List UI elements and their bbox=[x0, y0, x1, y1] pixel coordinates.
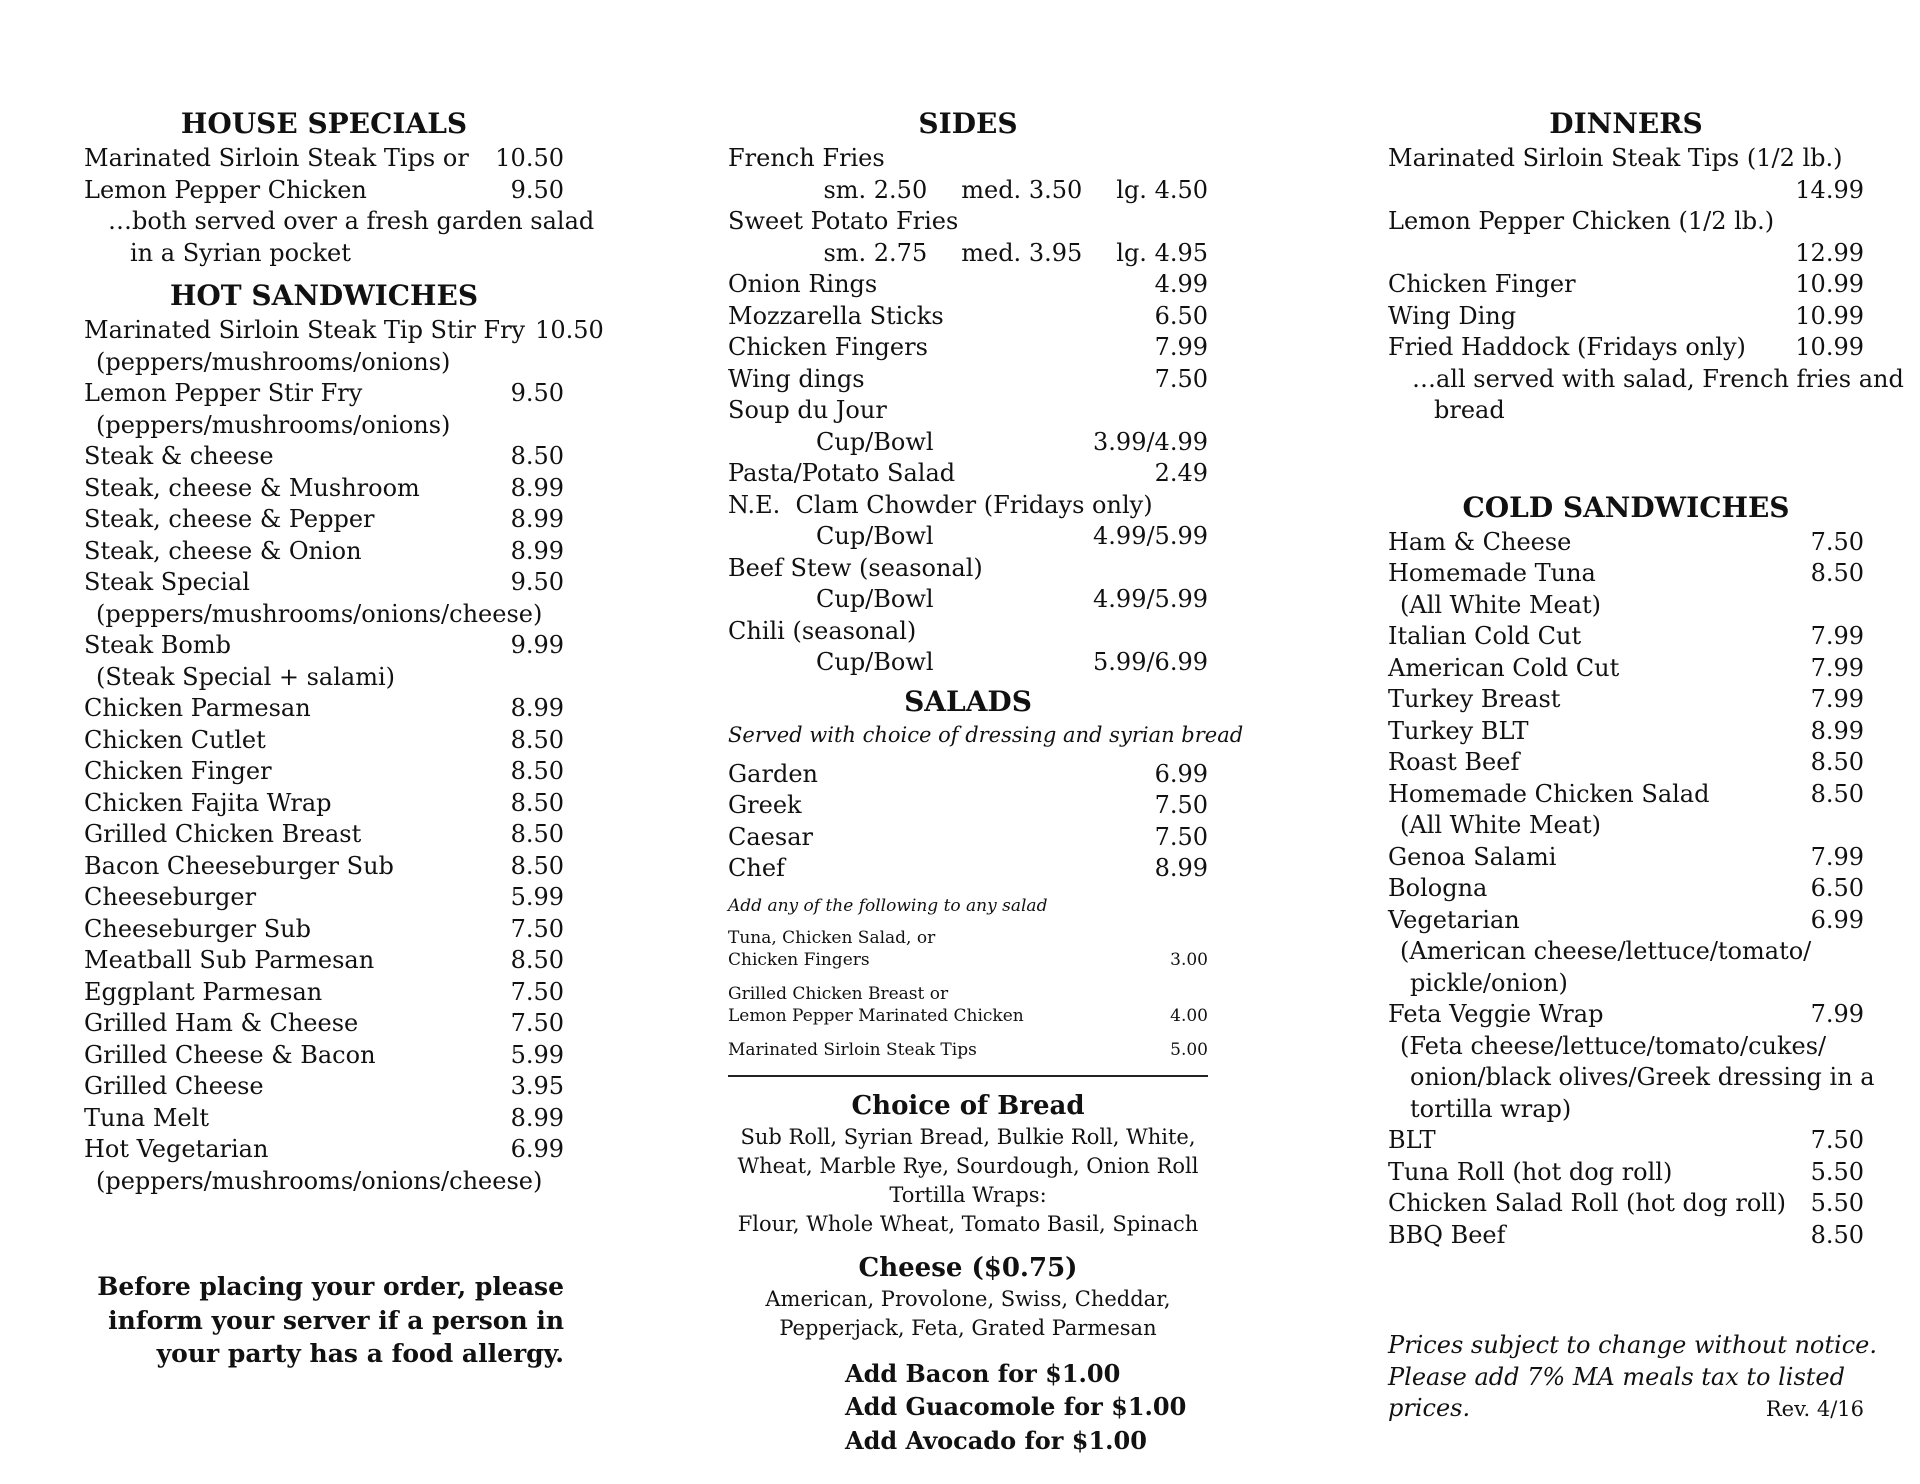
size-price: lg. 4.95 bbox=[1116, 238, 1208, 267]
salad-addon bbox=[728, 983, 1208, 1027]
menu-item bbox=[1388, 779, 1864, 811]
menu-item bbox=[728, 269, 1208, 301]
item-description: (Feta cheese/lettuce/tomato/cukes/ bbox=[1400, 1031, 1827, 1060]
item-price: 9.50 bbox=[510, 175, 564, 204]
menu-item bbox=[1388, 558, 1864, 590]
item-name: Greek bbox=[728, 791, 802, 819]
item-name: Onion Rings bbox=[728, 270, 878, 298]
item-name: Meatball Sub Parmesan bbox=[84, 946, 375, 974]
menu-item bbox=[84, 315, 604, 347]
item-name: Grilled Cheese bbox=[84, 1072, 264, 1100]
item-price: 7.50 bbox=[1154, 822, 1208, 851]
item-price: 10.99 bbox=[1795, 301, 1864, 330]
item-name: Wing Ding bbox=[1388, 301, 1517, 330]
addon-text bbox=[728, 927, 935, 971]
item-description: pickle/onion) bbox=[1410, 968, 1568, 997]
item-price: 10.99 bbox=[1795, 333, 1864, 361]
cup-bowl-price: 4.99/5.99 bbox=[1093, 585, 1208, 613]
item-name: Wing dings bbox=[728, 364, 865, 393]
sides-heading: SIDES bbox=[918, 107, 1018, 140]
item-price: 8.99 bbox=[510, 536, 564, 565]
bread-line: Sub Roll, Syrian Bread, Bulkie Roll, White, bbox=[740, 1124, 1196, 1149]
menu-item bbox=[84, 788, 564, 820]
size-price: lg. 4.50 bbox=[1116, 175, 1208, 204]
salads-subtitle: Served with choice of dressing and syrian bread bbox=[728, 722, 1244, 747]
addon-line: Marinated Sirloin Steak Tips bbox=[728, 1039, 977, 1060]
house-specials-note: …both served over a fresh garden salad bbox=[108, 207, 595, 235]
menu-item bbox=[1388, 747, 1864, 779]
item-price: 7.99 bbox=[1810, 685, 1864, 713]
item-name: BLT bbox=[1388, 1126, 1436, 1154]
item-name: Mozzarella Sticks bbox=[728, 301, 944, 330]
item-price: 10.99 bbox=[1795, 270, 1864, 298]
item-price: 8.50 bbox=[510, 757, 564, 785]
item-name: Lemon Pepper Chicken bbox=[84, 175, 367, 204]
item-price: 6.99 bbox=[1810, 905, 1864, 934]
item-name: Caesar bbox=[728, 822, 813, 851]
bread-section bbox=[728, 1089, 1208, 1239]
menu-item bbox=[84, 143, 564, 175]
menu-item bbox=[84, 1071, 564, 1103]
item-description: (Steak Special + salami) bbox=[96, 662, 396, 691]
hot-sandwiches-section bbox=[84, 277, 604, 1197]
item-name: Marinated Sirloin Steak Tips or bbox=[84, 144, 469, 172]
item-price: 4.99 bbox=[1154, 270, 1208, 298]
menu-item bbox=[728, 790, 1208, 822]
item-price: 7.50 bbox=[1154, 364, 1208, 393]
addon-line: Grilled Chicken Breast or bbox=[728, 983, 949, 1004]
menu-item bbox=[1388, 999, 1864, 1031]
salads-heading: SALADS bbox=[904, 684, 1032, 718]
extra-item: Add Guacomole for $1.00 bbox=[845, 1392, 1187, 1421]
addon-text bbox=[728, 1039, 977, 1061]
menu-item bbox=[84, 819, 564, 851]
house-specials-heading: HOUSE SPECIALS bbox=[180, 107, 468, 140]
cup-bowl-price: 5.99/6.99 bbox=[1093, 648, 1208, 676]
chili-cup-bowl bbox=[728, 647, 1208, 679]
dinners-note-2: bread bbox=[1434, 396, 1505, 424]
beef-stew-cup-bowl bbox=[728, 584, 1208, 616]
cold-sandwiches-section bbox=[1388, 489, 1875, 1252]
footer-line: Please add 7% MA meals tax to listed bbox=[1388, 1362, 1845, 1391]
item-price: 7.50 bbox=[510, 977, 564, 1006]
menu-item bbox=[1388, 1157, 1864, 1189]
cup-bowl-label: Cup/Bowl bbox=[816, 585, 934, 613]
item-name: Chicken Finger bbox=[84, 757, 272, 785]
chili-name: Chili (seasonal) bbox=[728, 616, 917, 645]
item-price: 7.50 bbox=[1810, 1126, 1864, 1154]
item-description: (American cheese/lettuce/tomato/ bbox=[1400, 937, 1812, 965]
menu-item bbox=[1388, 621, 1864, 653]
item-name: Vegetarian bbox=[1388, 905, 1520, 934]
item-price: 10.50 bbox=[495, 144, 564, 172]
cup-bowl-label: Cup/Bowl bbox=[816, 522, 934, 550]
item-name: Grilled Chicken Breast bbox=[84, 820, 362, 848]
right-column bbox=[1388, 105, 1904, 1422]
menu-item bbox=[84, 1134, 564, 1166]
item-name: Feta Veggie Wrap bbox=[1388, 1000, 1604, 1028]
salad-addons-title: Add any of the following to any salad bbox=[728, 895, 1048, 916]
addon-line: Tuna, Chicken Salad, or bbox=[728, 927, 936, 948]
item-price: 7.99 bbox=[1810, 842, 1864, 871]
item-name: Steak, cheese & Onion bbox=[84, 536, 362, 565]
menu-item bbox=[728, 853, 1208, 885]
item-name: Lemon Pepper Stir Fry bbox=[84, 379, 363, 407]
item-name: Genoa Salami bbox=[1388, 842, 1557, 871]
item-description: tortilla wrap) bbox=[1410, 1094, 1572, 1123]
menu-item bbox=[84, 756, 564, 788]
menu-item bbox=[84, 175, 564, 207]
menu-item bbox=[728, 332, 1208, 364]
item-price: 3.95 bbox=[510, 1072, 564, 1100]
item-name: Chicken Finger bbox=[1388, 270, 1576, 298]
item-price: 5.50 bbox=[1810, 1189, 1864, 1217]
salads-section bbox=[728, 683, 1244, 1077]
dinner-lemon-chicken-name: Lemon Pepper Chicken (1/2 lb.) bbox=[1388, 207, 1775, 235]
item-price: 8.50 bbox=[1810, 559, 1864, 587]
item-name: Bacon Cheeseburger Sub bbox=[84, 851, 394, 880]
menu-item bbox=[1388, 269, 1864, 301]
pasta-potato-salad bbox=[728, 458, 1208, 490]
item-price: 8.50 bbox=[1810, 1220, 1864, 1249]
addon-price: 5.00 bbox=[1170, 1039, 1208, 1060]
cup-bowl-label: Cup/Bowl bbox=[816, 427, 934, 456]
menu-item bbox=[1388, 1188, 1864, 1220]
item-name: Chef bbox=[728, 854, 785, 882]
item-price: 6.99 bbox=[510, 1135, 564, 1163]
item-price: 8.50 bbox=[510, 946, 564, 974]
cup-bowl-label: Cup/Bowl bbox=[816, 648, 934, 676]
item-name: Grilled Ham & Cheese bbox=[84, 1009, 359, 1037]
item-name: Steak Special bbox=[84, 568, 250, 596]
item-price: 5.99 bbox=[510, 883, 564, 911]
item-price: 8.50 bbox=[510, 851, 564, 880]
menu-item bbox=[1388, 1125, 1864, 1157]
item-price: 7.99 bbox=[1810, 653, 1864, 682]
item-price: 7.99 bbox=[1810, 1000, 1864, 1028]
item-name: Marinated Sirloin Steak Tip Stir Fry bbox=[84, 316, 526, 344]
item-price: 5.99 bbox=[510, 1040, 564, 1069]
item-name: Chicken Salad Roll (hot dog roll) bbox=[1388, 1189, 1786, 1217]
bread-line: Flour, Whole Wheat, Tomato Basil, Spinach bbox=[737, 1211, 1199, 1236]
item-name: Pasta/Potato Salad bbox=[728, 459, 956, 487]
size-price: sm. 2.50 bbox=[823, 175, 928, 204]
cup-bowl-price: 4.99/5.99 bbox=[1093, 522, 1208, 550]
menu-item bbox=[84, 977, 564, 1009]
size-price: sm. 2.75 bbox=[823, 238, 928, 267]
item-price: 7.50 bbox=[510, 1009, 564, 1037]
menu-item bbox=[84, 914, 564, 946]
sweet-potato-fries-name: Sweet Potato Fries bbox=[728, 207, 959, 235]
menu-item bbox=[1388, 301, 1864, 333]
dinner-lemon-chicken-price: 12.99 bbox=[1795, 238, 1864, 267]
extras-section bbox=[728, 1357, 1208, 1458]
item-price: 8.50 bbox=[1810, 779, 1864, 808]
item-name: Tuna Roll (hot dog roll) bbox=[1388, 1157, 1673, 1186]
item-name: Hot Vegetarian bbox=[84, 1135, 269, 1163]
item-price: 7.50 bbox=[1154, 791, 1208, 819]
menu-item bbox=[84, 473, 564, 505]
menu-item bbox=[84, 630, 564, 662]
item-name: Roast Beef bbox=[1388, 748, 1520, 776]
menu-item bbox=[84, 851, 564, 883]
allergy-notice bbox=[84, 1270, 564, 1371]
bread-line: Wheat, Marble Rye, Sourdough, Onion Roll bbox=[737, 1153, 1199, 1178]
menu-item bbox=[728, 822, 1208, 854]
menu-item bbox=[84, 693, 564, 725]
dinners-note: …all served with salad, French fries and bbox=[1412, 364, 1904, 393]
menu-item bbox=[728, 759, 1208, 791]
addon-text bbox=[728, 983, 1024, 1027]
menu-item bbox=[84, 1040, 564, 1072]
item-price: 8.99 bbox=[510, 1103, 564, 1132]
hot-sandwiches-heading: HOT SANDWICHES bbox=[169, 279, 479, 312]
chowder-name: N.E. Clam Chowder (Fridays only) bbox=[728, 490, 1153, 519]
dinners-heading: DINNERS bbox=[1549, 107, 1703, 140]
cheese-line: American, Provolone, Swiss, Cheddar, bbox=[765, 1286, 1171, 1311]
french-fries-sizes bbox=[728, 175, 1208, 207]
middle-column bbox=[728, 105, 1244, 1457]
bread-line: Tortilla Wraps: bbox=[889, 1182, 1047, 1207]
item-price: 8.50 bbox=[510, 442, 564, 470]
item-price: 7.99 bbox=[1810, 622, 1864, 650]
menu-item bbox=[1388, 842, 1864, 874]
cheese-heading: Cheese ($0.75) bbox=[858, 1252, 1078, 1283]
menu-item bbox=[84, 567, 564, 599]
menu-item bbox=[1388, 905, 1864, 937]
dinner-steak-tips-name: Marinated Sirloin Steak Tips (1/2 lb.) bbox=[1388, 144, 1843, 172]
item-name: Grilled Cheese & Bacon bbox=[84, 1040, 376, 1069]
footer-last-line bbox=[1388, 1393, 1864, 1426]
item-name: Homemade Chicken Salad bbox=[1388, 779, 1710, 808]
item-price: 2.49 bbox=[1154, 459, 1208, 487]
left-column bbox=[84, 105, 604, 1197]
extra-item: Add Avocado for $1.00 bbox=[845, 1425, 1147, 1455]
item-name: Chicken Cutlet bbox=[84, 725, 266, 754]
item-price: 8.99 bbox=[1810, 716, 1864, 745]
item-name: Tuna Melt bbox=[84, 1103, 209, 1132]
allergy-line: inform your server if a person in bbox=[108, 1305, 564, 1335]
soup-name: Soup du Jour bbox=[728, 396, 887, 424]
item-name: Chicken Fingers bbox=[728, 333, 928, 361]
item-price: 8.99 bbox=[510, 694, 564, 722]
item-name: Chicken Parmesan bbox=[84, 694, 311, 722]
cup-bowl-price: 3.99/4.99 bbox=[1093, 427, 1208, 456]
item-price: 6.50 bbox=[1810, 874, 1864, 902]
menu-item bbox=[728, 364, 1208, 396]
menu-item bbox=[1388, 653, 1864, 685]
addon-price: 4.00 bbox=[1170, 1005, 1208, 1026]
menu-item bbox=[84, 378, 564, 410]
item-price: 8.99 bbox=[510, 505, 564, 533]
item-price: 9.50 bbox=[510, 379, 564, 407]
item-price: 8.99 bbox=[510, 473, 564, 502]
menu-item bbox=[1388, 332, 1864, 364]
addon-price: 3.00 bbox=[1170, 949, 1208, 970]
bread-heading: Choice of Bread bbox=[851, 1090, 1085, 1121]
item-name: Garden bbox=[728, 759, 818, 788]
sides-section bbox=[728, 105, 1208, 679]
menu-item bbox=[1388, 527, 1864, 559]
item-name: Bologna bbox=[1388, 874, 1488, 902]
salad-addon bbox=[728, 1039, 1208, 1061]
item-price: 8.50 bbox=[1810, 748, 1864, 776]
size-price: med. 3.50 bbox=[961, 175, 1083, 204]
footer-line: Prices subject to change without notice. bbox=[1388, 1331, 1877, 1359]
allergy-line: your party has a food allergy. bbox=[156, 1339, 564, 1368]
item-name: Cheeseburger bbox=[84, 883, 257, 911]
item-price: 5.50 bbox=[1810, 1157, 1864, 1186]
cheese-section bbox=[728, 1251, 1208, 1343]
price-footer bbox=[1388, 1330, 1877, 1426]
size-price: med. 3.95 bbox=[961, 238, 1083, 267]
footer-line: prices. bbox=[1388, 1394, 1471, 1422]
beef-stew-name: Beef Stew (seasonal) bbox=[728, 553, 983, 582]
item-price: 7.99 bbox=[1154, 333, 1208, 361]
menu-item bbox=[1388, 1220, 1864, 1252]
cold-sandwiches-heading: COLD SANDWICHES bbox=[1462, 490, 1790, 524]
item-name: Steak, cheese & Mushroom bbox=[84, 473, 420, 502]
menu-item bbox=[84, 945, 564, 977]
house-specials-section bbox=[84, 105, 595, 269]
item-price: 7.50 bbox=[1810, 527, 1864, 556]
menu-item bbox=[84, 536, 564, 568]
chowder-cup-bowl bbox=[728, 521, 1208, 553]
item-name: Homemade Tuna bbox=[1388, 559, 1596, 587]
item-description: (peppers/mushrooms/onions/cheese) bbox=[96, 1166, 543, 1195]
french-fries-name: French Fries bbox=[728, 144, 885, 172]
item-name: Ham & Cheese bbox=[1388, 527, 1572, 556]
item-description: onion/black olives/Greek dressing in a bbox=[1410, 1063, 1875, 1091]
salad-addon bbox=[728, 927, 1208, 971]
item-name: Turkey Breast bbox=[1388, 685, 1561, 713]
item-name: Steak Bomb bbox=[84, 631, 231, 659]
sweet-potato-fries-sizes bbox=[728, 238, 1208, 270]
item-name: Chicken Fajita Wrap bbox=[84, 788, 332, 817]
item-price: 8.50 bbox=[510, 725, 564, 754]
item-description: (All White Meat) bbox=[1400, 811, 1602, 839]
item-price: 7.50 bbox=[510, 914, 564, 943]
menu-item bbox=[84, 504, 564, 536]
menu-item bbox=[84, 1103, 564, 1135]
item-name: Fried Haddock (Fridays only) bbox=[1388, 333, 1746, 361]
menu-item bbox=[84, 441, 564, 473]
revision-label: Rev. 4/16 bbox=[1765, 1397, 1864, 1421]
soup-cup-bowl bbox=[728, 427, 1208, 459]
item-name: Cheeseburger Sub bbox=[84, 914, 311, 943]
cheese-line: Pepperjack, Feta, Grated Parmesan bbox=[779, 1315, 1157, 1340]
item-name: Steak, cheese & Pepper bbox=[84, 505, 375, 533]
item-description: (All White Meat) bbox=[1400, 590, 1602, 619]
item-price: 9.50 bbox=[510, 568, 564, 596]
menu-item bbox=[84, 1008, 564, 1040]
item-name: BBQ Beef bbox=[1388, 1220, 1506, 1249]
divider bbox=[728, 1075, 1208, 1077]
addon-line: Chicken Fingers bbox=[728, 949, 870, 970]
dinner-steak-tips-price: 14.99 bbox=[1795, 175, 1864, 204]
item-description: (peppers/mushrooms/onions) bbox=[96, 410, 451, 439]
item-price: 8.50 bbox=[510, 820, 564, 848]
item-description: (peppers/mushrooms/onions) bbox=[96, 347, 451, 376]
menu-item bbox=[84, 725, 564, 757]
item-price: 8.50 bbox=[510, 788, 564, 817]
item-name: Eggplant Parmesan bbox=[84, 977, 323, 1006]
item-price: 9.99 bbox=[510, 631, 564, 659]
item-name: Italian Cold Cut bbox=[1388, 622, 1582, 650]
item-price: 8.99 bbox=[1154, 854, 1208, 882]
allergy-line: Before placing your order, please bbox=[97, 1272, 564, 1301]
item-description: (peppers/mushrooms/onions/cheese) bbox=[96, 599, 543, 628]
menu-item bbox=[1388, 716, 1864, 748]
item-price: 10.50 bbox=[535, 316, 604, 344]
menu-item bbox=[1388, 684, 1864, 716]
item-name: Turkey BLT bbox=[1388, 716, 1529, 745]
dinners-section bbox=[1388, 105, 1904, 427]
item-price: 6.50 bbox=[1154, 301, 1208, 330]
item-name: American Cold Cut bbox=[1388, 653, 1620, 682]
menu-item bbox=[1388, 873, 1864, 905]
menu-item bbox=[84, 882, 564, 914]
addon-line: Lemon Pepper Marinated Chicken bbox=[728, 1005, 1024, 1026]
menu-item bbox=[728, 301, 1208, 333]
item-price: 6.99 bbox=[1154, 759, 1208, 788]
extra-item: Add Bacon for $1.00 bbox=[845, 1358, 1121, 1388]
item-name: Steak & cheese bbox=[84, 442, 274, 470]
house-specials-note-2: in a Syrian pocket bbox=[130, 238, 351, 267]
